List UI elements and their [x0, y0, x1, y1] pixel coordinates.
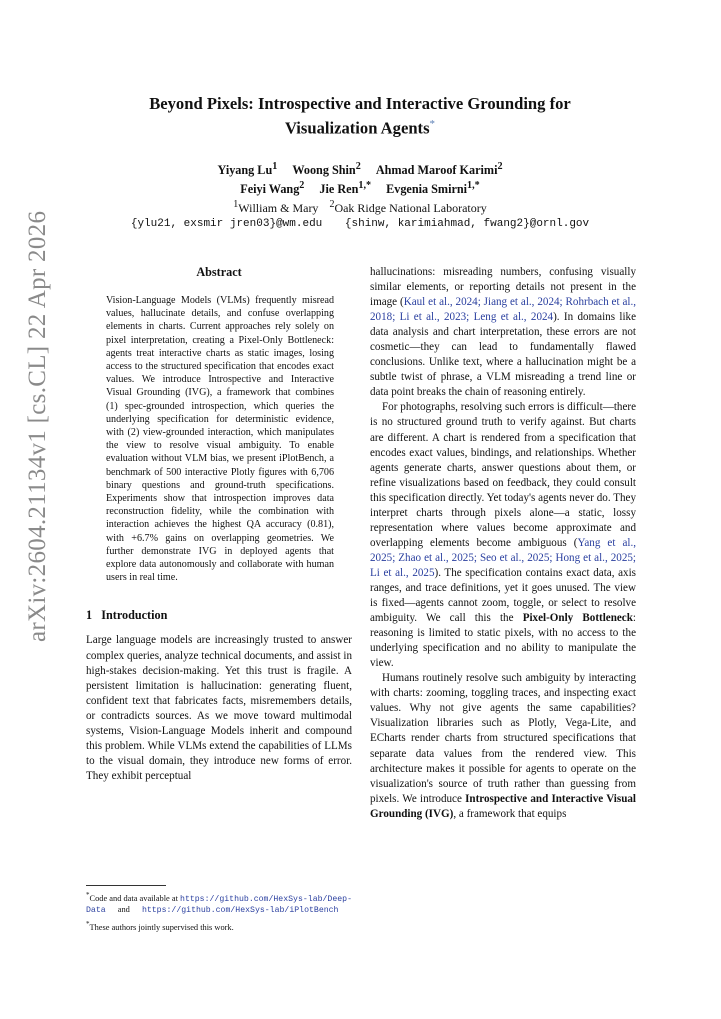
author-emails [60, 217, 660, 232]
author-list [60, 159, 660, 197]
intro-paragraph-3: Humans routinely resolve such ambiguity by interacting with charts: zooming, toggling traces, and inspecting exact values. Why not give agents the same capabilities? Visualization libraries such as Plotly, Vega-Lite, and ECharts render charts from structured specifications that separate data values from the rendered view. This architecture makes it possible for agents to operate on the visualization's source of truth rather than guessing from pixels. We introduce Introspective and Interactive Visual Grounding (IVG), a framework that equips [370, 672, 636, 820]
key-term: Pixel-Only Bottleneck [522, 612, 633, 625]
title-line-2: Visualization Agents [284, 118, 430, 138]
title-footnote-mark[interactable]: * [429, 118, 436, 130]
footnotes [86, 885, 352, 933]
footnote-supervision: *These authors jointly supervised this work. [86, 920, 234, 932]
title-line-1: Beyond Pixels: Introspective and Interactive Grounding for [149, 94, 571, 113]
citation-link[interactable]: Yang et al., 2025; Zhao et al., 2025; Seo et al., 2025; Hong et al., 2025; Li et al., 2025 [370, 536, 637, 579]
abstract-text: Vision-Language Models (VLMs) frequently misread values, hallucinate details, and confuse overlapping elements in charts. Current approaches rely solely on pixel interpretation, creating a Pixel-Only Bottleneck: agents treat interactive charts as static images, losing access to the structured specification that encodes exact values. We introduce Introspective and Interactive Visual Grounding (IVG), a framework that combines (1) spec-grounded introspection, which queries the underlying specification for deterministic evidence, with (2) view-grounded interaction, which manipulates the view to resolve visual ambiguity. To enable evaluation without VLM bias, we present iPlotBench, a benchmark of 500 interactive Plotly figures with 6,706 binary questions and ground-truth specifications. Experiments show that introspection improves data reconstruction fidelity, while the combination with interaction achieves the highest QA accuracy (0.81), with +6.7% gains on overlapping geometries. We further demonstrate IVG in deployed agents that explore data autonomously and collaborate with human users in real time. [106, 295, 334, 584]
abstract-heading: Abstract [196, 265, 242, 279]
benchmark-link[interactable]: https://github.com/HexSys-lab/iPlotBench [141, 906, 339, 915]
affiliations [60, 197, 660, 216]
intro-paragraph-1: Large language models are increasingly trusted to answer complex queries, analyze technical documents, and assist in high-stakes decision-making. Yet this trust is fragile. A persistent limitation is hallucination: generating fluent, confident text that fabricates facts, misremembers details, or contradicts sources. As we move toward multimodal systems, Vision-Language Models inherit and compound this problem. While VLMs extend the capabilities of LLMs to the visual domain, they introduce new forms of error. They exhibit perceptual [86, 634, 352, 782]
left-column [86, 265, 352, 784]
intro-paragraph-2: For photographs, resolving such errors is difficult—there is no structured ground truth to verify against. But charts are different. A chart is rendered from a specification that encodes exact values, bindings, and relationships. Whether agents generate charts, answer questions about them, or refine visualizations based on feedback, they could consult this specification directly. Yet today's agents never do. They interpret charts through pixels alone—a static, lossy representation where values become approximate and overlapping elements become ambiguous (Yang et al., 2025; Zhao et al., 2025; Seo et al., 2025; Hong et al., 2025; Li et al., 2025). The specification contains exact data, axis ranges, and trace definitions, yet it goes unused. The view is fixed—agents cannot zoom, toggle, or select to resolve ambiguity. We call this the Pixel-Only Bottleneck: reasoning is limited to static pixels, with no access to the underlying specification and no ability to manipulate the view. [370, 401, 637, 670]
email-group: {shinw, karimiahmad, fwang2}@ornl.gov [344, 217, 590, 230]
affiliation: $^2$Oak Ridge National Laboratory [329, 198, 487, 215]
author: Jie Ren$^{1,*}$ [319, 179, 372, 196]
paper-header [60, 94, 660, 232]
intro-paragraph-1-continued: hallucinations: misreading numbers, confusing visually similar elements, or reporting details not present in the image (Kaul et al., 2024; Jiang et al., 2024; Rohrbach et al., 2018; Li et al., 2023; Leng et al., 2024). In domains like data analysis and chart interpretation, these errors are not cosmetic—they can lead to fundamentally flawed conclusions. Unlike text, where a hallucination might be a subtle twist of phrase, a VLM misreading a trend line or data point breaks the chain of reasoning entirely. [370, 266, 637, 399]
author: Evgenia Smirni$^{1,*}$ [386, 179, 480, 196]
footnote-rule [86, 885, 166, 886]
author: Ahmad Maroof Karimi$^2$ [375, 160, 503, 177]
arxiv-identifier: arXiv:2604.21134v1 [cs.CL] 22 Apr 2026 [24, 210, 51, 642]
email-group: {ylu21, exsmir jren03}@wm.edu [130, 217, 323, 230]
right-column [370, 265, 636, 822]
author: Yiyang Lu$^1$ [217, 160, 278, 177]
footnote-code: *Code and data available at https://github.com/HexSys-lab/Deep-Data and https://github.com/HexSys-lab/iPlotBench [86, 891, 352, 915]
affiliation: $^1$William & Mary [233, 198, 319, 215]
paper-title [60, 94, 660, 139]
section-heading-introduction: 1 Introduction [86, 608, 168, 623]
author-row-2 [60, 178, 660, 197]
author: Woong Shin$^2$ [292, 160, 361, 177]
author-row-1 [60, 159, 660, 178]
key-term: Introspective and Interactive Visual Grounding (IVG) [370, 792, 636, 820]
citation-link[interactable]: Kaul et al., 2024; Jiang et al., 2024; Rohrbach et al., 2018; Li et al., 2023; Leng et al., 2024 [370, 296, 637, 324]
author: Feiyi Wang$^2$ [240, 179, 305, 196]
code-link[interactable]: https://github.com/HexSys-lab/Deep-Data [86, 894, 352, 915]
